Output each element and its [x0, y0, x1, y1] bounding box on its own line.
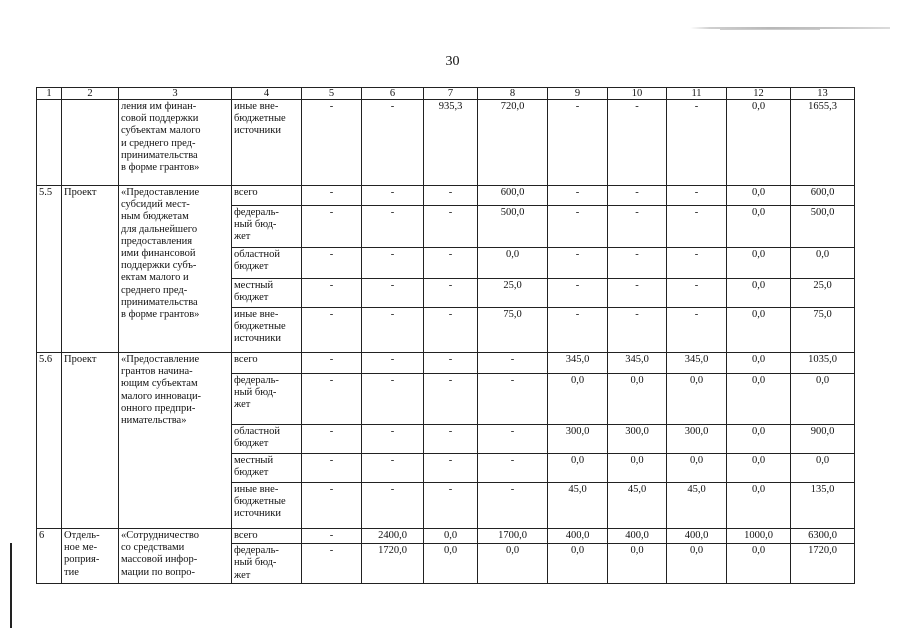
funding-source-cell: всего	[232, 353, 302, 374]
value-cell: -	[302, 248, 362, 279]
value-cell: 0,0	[791, 248, 855, 279]
column-number: 1	[37, 88, 62, 100]
value-cell: 0,0	[727, 186, 791, 206]
value-cell: 0,0	[424, 544, 478, 584]
value-cell: -	[362, 483, 424, 529]
value-cell: 300,0	[548, 425, 608, 454]
value-cell: 345,0	[608, 353, 667, 374]
value-cell: -	[478, 353, 548, 374]
value-cell: -	[667, 186, 727, 206]
value-cell: -	[424, 353, 478, 374]
value-cell: -	[667, 308, 727, 353]
value-cell: 300,0	[608, 425, 667, 454]
value-cell: -	[302, 544, 362, 584]
column-number: 3	[119, 88, 232, 100]
value-cell: 720,0	[478, 100, 548, 186]
funding-source-cell: иные вне- бюджетные источники	[232, 100, 302, 186]
column-number: 5	[302, 88, 362, 100]
row-type-cell: Проект	[62, 353, 119, 529]
value-cell: -	[362, 425, 424, 454]
value-cell: 135,0	[791, 483, 855, 529]
value-cell: 0,0	[727, 483, 791, 529]
value-cell: -	[548, 206, 608, 248]
value-cell: -	[302, 425, 362, 454]
row-type-cell	[62, 100, 119, 186]
value-cell: -	[362, 248, 424, 279]
value-cell: 400,0	[548, 529, 608, 544]
value-cell: -	[424, 279, 478, 308]
value-cell: -	[608, 206, 667, 248]
column-number: 4	[232, 88, 302, 100]
value-cell: 1035,0	[791, 353, 855, 374]
funding-source-cell: федераль- ный бюд- жет	[232, 206, 302, 248]
value-cell: -	[302, 454, 362, 483]
value-cell: -	[608, 100, 667, 186]
value-cell: 600,0	[478, 186, 548, 206]
value-cell: 0,0	[667, 454, 727, 483]
value-cell: 500,0	[791, 206, 855, 248]
column-number: 11	[667, 88, 727, 100]
value-cell: 0,0	[667, 374, 727, 425]
value-cell: -	[608, 186, 667, 206]
table-row	[37, 186, 855, 206]
value-cell: -	[302, 529, 362, 544]
column-number: 6	[362, 88, 424, 100]
value-cell: -	[478, 374, 548, 425]
column-number: 13	[791, 88, 855, 100]
value-cell: -	[667, 279, 727, 308]
value-cell: -	[548, 248, 608, 279]
measure-name-cell: ления им финан- совой поддержки субъектам малого и среднего пред- принимательства в форме грантов»	[119, 100, 232, 186]
measure-name-cell: «Сотрудничество со средствами массовой инфор- мации по вопро-	[119, 529, 232, 584]
value-cell: -	[424, 483, 478, 529]
value-cell: 6300,0	[791, 529, 855, 544]
value-cell: 400,0	[667, 529, 727, 544]
funding-source-cell: иные вне- бюджетные источники	[232, 483, 302, 529]
value-cell: -	[424, 206, 478, 248]
value-cell: -	[302, 374, 362, 425]
row-type-cell: Проект	[62, 186, 119, 353]
value-cell: 0,0	[727, 248, 791, 279]
value-cell: -	[362, 374, 424, 425]
value-cell: 345,0	[548, 353, 608, 374]
value-cell: -	[362, 279, 424, 308]
funding-source-cell: всего	[232, 186, 302, 206]
value-cell: -	[362, 353, 424, 374]
value-cell: 25,0	[478, 279, 548, 308]
value-cell: 0,0	[548, 374, 608, 425]
value-cell: -	[302, 100, 362, 186]
value-cell: -	[478, 454, 548, 483]
row-number-cell: 5.6	[37, 353, 62, 529]
value-cell: -	[548, 279, 608, 308]
value-cell: -	[667, 248, 727, 279]
value-cell: 1655,3	[791, 100, 855, 186]
value-cell: -	[362, 100, 424, 186]
column-number: 7	[424, 88, 478, 100]
value-cell: 0,0	[608, 544, 667, 584]
scan-edge-bar	[10, 543, 12, 628]
value-cell: -	[302, 206, 362, 248]
column-number: 2	[62, 88, 119, 100]
value-cell: 0,0	[727, 544, 791, 584]
value-cell: -	[362, 454, 424, 483]
value-cell: 45,0	[667, 483, 727, 529]
value-cell: 0,0	[478, 544, 548, 584]
value-cell: 0,0	[727, 425, 791, 454]
table-row	[37, 353, 855, 374]
value-cell: 0,0	[727, 374, 791, 425]
page-number: 30	[445, 54, 460, 69]
value-cell: -	[302, 353, 362, 374]
value-cell: 75,0	[791, 308, 855, 353]
funding-source-cell: областной бюджет	[232, 248, 302, 279]
funding-source-cell: федераль- ный бюд- жет	[232, 544, 302, 584]
value-cell: 0,0	[424, 529, 478, 544]
value-cell: 0,0	[727, 100, 791, 186]
value-cell: 45,0	[548, 483, 608, 529]
value-cell: 0,0	[667, 544, 727, 584]
value-cell: 25,0	[791, 279, 855, 308]
value-cell: -	[548, 308, 608, 353]
value-cell: 345,0	[667, 353, 727, 374]
row-number-cell: 5.5	[37, 186, 62, 353]
value-cell: 0,0	[548, 544, 608, 584]
value-cell: 0,0	[478, 248, 548, 279]
value-cell: -	[362, 308, 424, 353]
value-cell: -	[424, 186, 478, 206]
value-cell: 0,0	[727, 206, 791, 248]
row-number-cell: 6	[37, 529, 62, 584]
value-cell: 1000,0	[727, 529, 791, 544]
value-cell: -	[302, 279, 362, 308]
funding-source-cell: федераль- ный бюд- жет	[232, 374, 302, 425]
value-cell: -	[667, 100, 727, 186]
value-cell: 0,0	[727, 353, 791, 374]
value-cell: 1700,0	[478, 529, 548, 544]
value-cell: -	[424, 454, 478, 483]
value-cell: -	[302, 483, 362, 529]
value-cell: -	[608, 308, 667, 353]
budget-table	[36, 87, 855, 584]
value-cell: 75,0	[478, 308, 548, 353]
value-cell: -	[302, 308, 362, 353]
value-cell: 0,0	[727, 279, 791, 308]
value-cell: 2400,0	[362, 529, 424, 544]
column-number: 9	[548, 88, 608, 100]
table-row	[37, 529, 855, 544]
value-cell: 1720,0	[791, 544, 855, 584]
scan-artifact	[720, 29, 820, 30]
value-cell: -	[608, 279, 667, 308]
row-type-cell: Отдель- ное ме- роприя- тие	[62, 529, 119, 584]
value-cell: -	[424, 308, 478, 353]
value-cell: 45,0	[608, 483, 667, 529]
funding-source-cell: местный бюджет	[232, 454, 302, 483]
value-cell: 0,0	[608, 454, 667, 483]
value-cell: -	[548, 186, 608, 206]
value-cell: 300,0	[667, 425, 727, 454]
value-cell: -	[362, 186, 424, 206]
column-number: 12	[727, 88, 791, 100]
value-cell: 0,0	[727, 454, 791, 483]
funding-source-cell: местный бюджет	[232, 279, 302, 308]
funding-source-cell: иные вне- бюджетные источники	[232, 308, 302, 353]
value-cell: 1720,0	[362, 544, 424, 584]
value-cell: 0,0	[608, 374, 667, 425]
value-cell: -	[478, 483, 548, 529]
measure-name-cell: «Предоставление субсидий мест- ным бюджетам для дальнейшего предоставления ими финансовой поддержки субъ- ектам малого и среднего пред- принимательства в форме грантов»	[119, 186, 232, 353]
value-cell: 600,0	[791, 186, 855, 206]
value-cell: -	[667, 206, 727, 248]
value-cell: 0,0	[548, 454, 608, 483]
value-cell: 0,0	[791, 454, 855, 483]
value-cell: 0,0	[727, 308, 791, 353]
value-cell: 500,0	[478, 206, 548, 248]
value-cell: -	[548, 100, 608, 186]
value-cell: -	[424, 374, 478, 425]
value-cell: -	[608, 248, 667, 279]
value-cell: 400,0	[608, 529, 667, 544]
table-row	[37, 100, 855, 186]
funding-source-cell: областной бюджет	[232, 425, 302, 454]
measure-name-cell: «Предоставление грантов начина- ющим субъектам малого инноваци- онного предпри- нимательства»	[119, 353, 232, 529]
value-cell: -	[302, 186, 362, 206]
value-cell: 935,3	[424, 100, 478, 186]
value-cell: 0,0	[791, 374, 855, 425]
header-row	[37, 88, 855, 100]
column-number: 8	[478, 88, 548, 100]
column-number: 10	[608, 88, 667, 100]
funding-source-cell: всего	[232, 529, 302, 544]
value-cell: -	[362, 206, 424, 248]
value-cell: -	[424, 248, 478, 279]
value-cell: -	[478, 425, 548, 454]
value-cell: -	[424, 425, 478, 454]
row-number-cell	[37, 100, 62, 186]
value-cell: 900,0	[791, 425, 855, 454]
